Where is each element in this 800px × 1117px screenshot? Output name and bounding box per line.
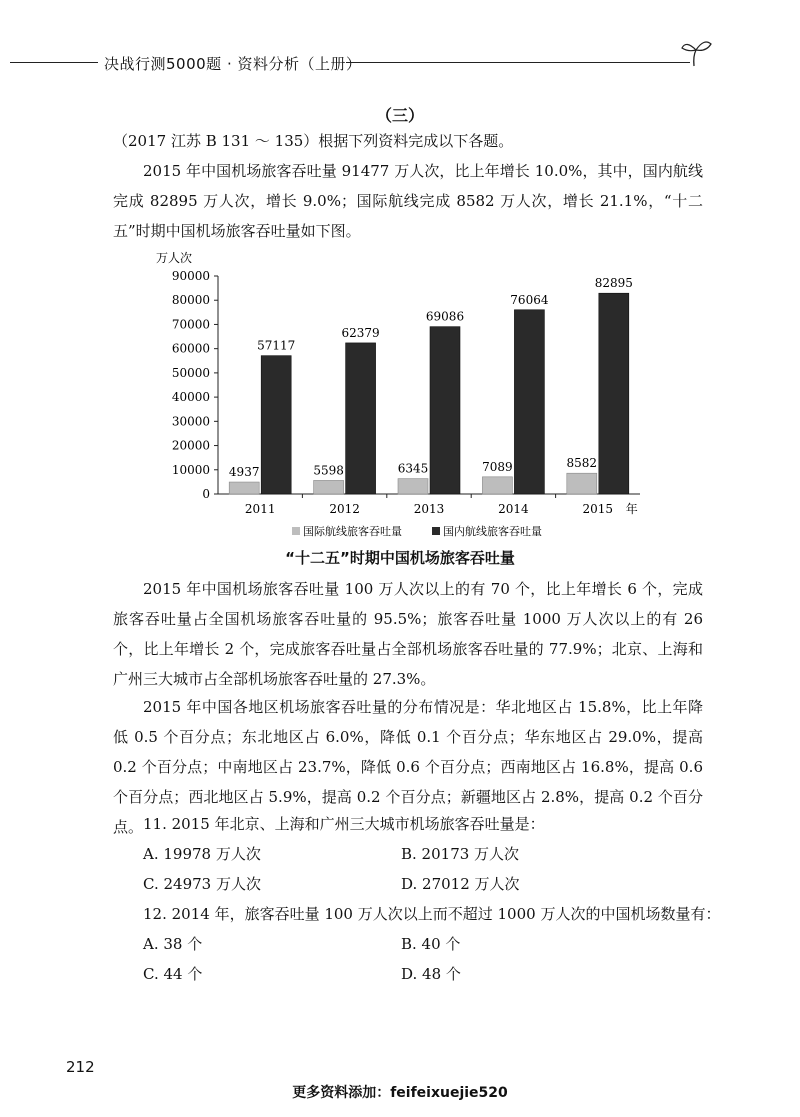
intro-paragraph: 2015 年中国机场旅客吞吐量 91477 万人次，比上年增长 10.0%，其中，国内航线完成 82895 万人次，增长 9.0%；国际航线完成 8582 万人次，增长 21.1%，“十二五”时期中国机场旅客吞吐量如下图。 — [113, 162, 703, 240]
bar-international-2013 — [398, 479, 428, 494]
sprout-icon — [680, 38, 714, 68]
question-11-option-d[interactable]: D. 27012 万人次 — [401, 875, 520, 893]
question-12-option-a[interactable]: A. 38 个 — [143, 935, 203, 953]
header-rule-right — [346, 62, 690, 63]
bar-domestic-2012 — [346, 343, 376, 494]
x-axis-unit-label: 年 — [625, 502, 638, 516]
y-tick-label: 70000 — [171, 317, 210, 332]
question-11-option-b[interactable]: B. 20173 万人次 — [401, 845, 520, 863]
chart-caption: “十二五”时期中国机场旅客吞吐量 — [285, 549, 515, 567]
x-tick-label-2013: 2013 — [413, 502, 445, 516]
y-tick-label: 80000 — [171, 293, 210, 308]
y-tick-label: 0 — [202, 487, 210, 501]
y-tick-label: 60000 — [171, 341, 210, 356]
question-11-option-c[interactable]: C. 24973 万人次 — [143, 875, 261, 893]
data-label-domestic-2011: 57117 — [257, 338, 296, 353]
question-12-option-b[interactable]: B. 40 个 — [401, 935, 461, 953]
bar-domestic-2015 — [599, 293, 629, 494]
data-label-international-2011: 4937 — [228, 465, 260, 480]
legend-label-international: 国际航线旅客吞吐量 — [303, 525, 402, 538]
y-tick-label: 30000 — [171, 414, 210, 429]
data-label-international-2015: 8582 — [566, 456, 598, 471]
x-tick-label-2012: 2012 — [329, 502, 360, 516]
footer-contact: 更多资料添加：feifeixuejie520 — [292, 1085, 508, 1101]
y-tick-label: 50000 — [171, 365, 210, 380]
page-header — [0, 52, 800, 72]
bar-chart — [140, 240, 660, 545]
data-label-international-2013: 6345 — [397, 461, 429, 476]
data-label-domestic-2013: 69086 — [425, 309, 465, 324]
question-11-option-a[interactable]: A. 19978 万人次 — [143, 845, 261, 863]
book-title: 决战行测5000题 · 资料分析（上册） — [104, 55, 362, 73]
source-line: （2017 江苏 B 131 ～ 135）根据下列资料完成以下各题。 — [113, 132, 514, 150]
bar-international-2012 — [314, 480, 344, 494]
data-label-international-2012: 5598 — [313, 463, 344, 478]
legend-swatch-international — [292, 527, 300, 535]
legend-swatch-domestic — [432, 527, 440, 535]
y-tick-label: 10000 — [171, 462, 210, 477]
section-title: （三） — [375, 106, 424, 125]
data-label-domestic-2012: 62379 — [341, 325, 380, 340]
y-axis-label: 万人次 — [156, 251, 193, 265]
x-tick-label-2014: 2014 — [498, 502, 529, 516]
bar-domestic-2014 — [514, 310, 544, 494]
x-tick-label-2011: 2011 — [244, 502, 276, 516]
data-label-domestic-2014: 76064 — [510, 292, 549, 307]
y-tick-label: 90000 — [171, 269, 210, 283]
y-tick-label: 20000 — [171, 438, 210, 453]
bar-international-2014 — [482, 477, 512, 494]
data-label-international-2014: 7089 — [482, 459, 513, 474]
question-12-stem: 12. 2014 年，旅客吞吐量 100 万人次以上而不超过 1000 万人次的中国机场数量有： — [143, 905, 721, 923]
legend — [292, 524, 542, 538]
page-number: 212 — [66, 1058, 95, 1076]
bar-domestic-2011 — [261, 356, 291, 494]
bar-international-2011 — [229, 482, 259, 494]
x-tick-label-2015: 2015 — [582, 502, 614, 516]
data-label-domestic-2015: 82895 — [594, 276, 633, 291]
header-rule-left — [10, 62, 98, 63]
question-11-stem: 11. 2015 年北京、上海和广州三大城市机场旅客吞吐量是： — [143, 815, 545, 833]
question-12-option-c[interactable]: C. 44 个 — [143, 965, 203, 983]
body-paragraph-2: 2015 年中国各地区机场旅客吞吐量的分布情况是：华北地区占 15.8%，比上年降低 0.5 个百分点；东北地区占 6.0%，降低 0.1 个百分点；华东地区占 29.0%，提高 0.2 个百分点；中南地区占 23.7%，降低 0.6 个百分点；西南地区占 16.8%，提高 0.6 个百分点；西北地区占 5.9%，提高 0.2 个百分点；新疆地区占 2.8%，提高 0.2 个百分点。 — [113, 698, 703, 836]
y-tick-label: 40000 — [171, 390, 210, 405]
legend-label-domestic: 国内航线旅客吞吐量 — [443, 525, 542, 538]
bar-international-2015 — [567, 473, 597, 494]
body-paragraph-1: 2015 年中国机场旅客吞吐量 100 万人次以上的有 70 个，比上年增长 6 个，完成旅客吞吐量占全国机场旅客吞吐量的 95.5%；旅客吞吐量 1000 万人次以上的有 26 个，比上年增长 2 个，完成旅客吞吐量占全部机场旅客吞吐量的 77.9%；北京、上海和广州三大城市占全部机场旅客吞吐量的 27.3%。 — [113, 580, 703, 688]
bar-domestic-2013 — [430, 327, 460, 494]
question-12-option-d[interactable]: D. 48 个 — [401, 965, 461, 983]
